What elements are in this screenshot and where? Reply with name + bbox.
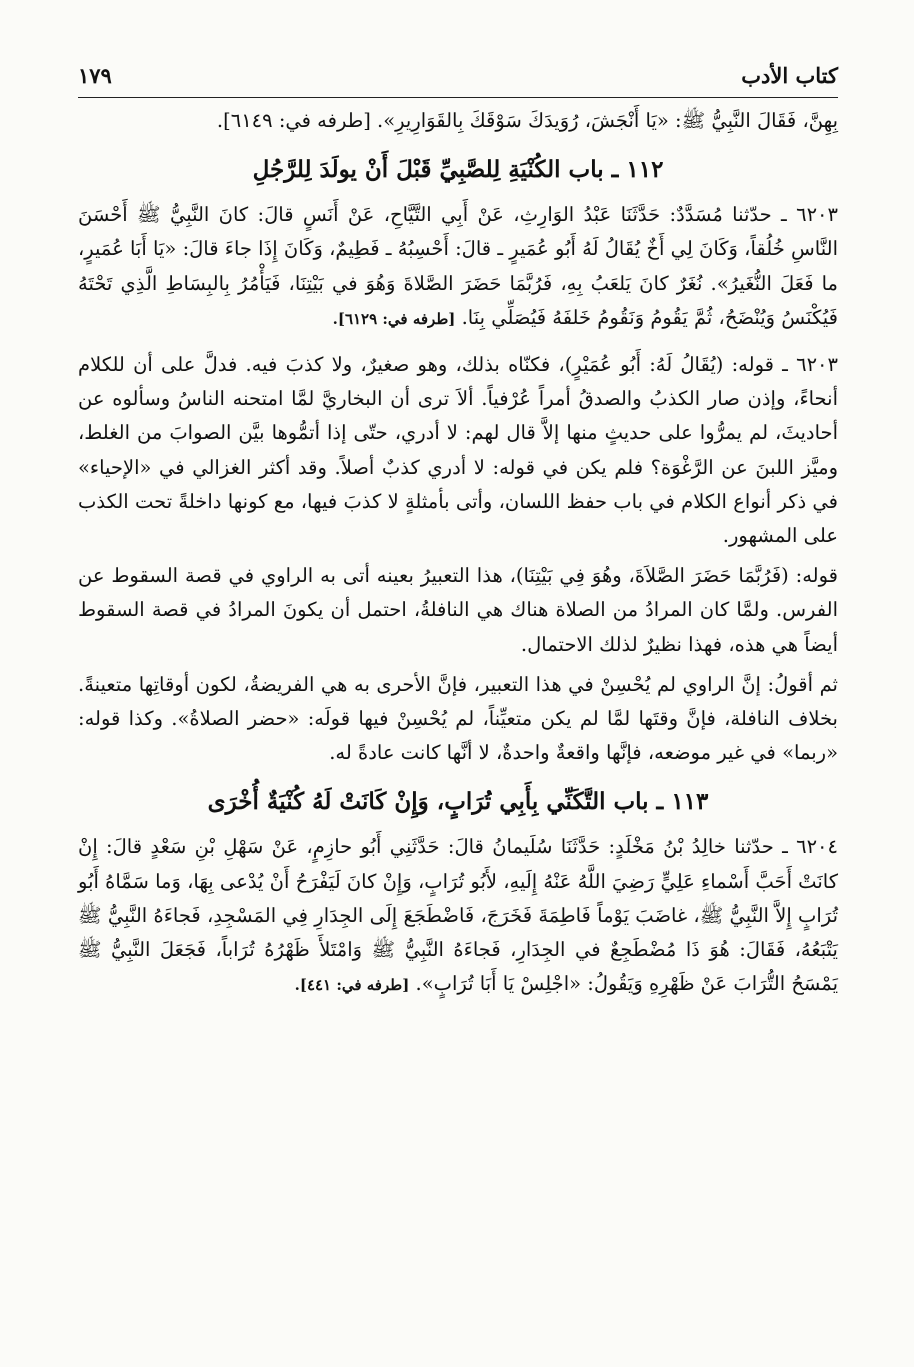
intro-paragraph: بِهِنَّ، فَقَالَ النَّبِيُّ ﷺ: «يَا أَنْجَشَ، رُوَيدَكَ سَوْقَكَ بِالقَوَارِيرِ». [طرفه في: ٦١٤٩].: [216, 109, 838, 132]
commentary-paragraph: قوله: (فَرُبَّمَا حَضَرَ الصَّلاَةَ، وهُوَ فِي بَيْتِنَا)، هذا التعبيرُ بعينه أتى به الراوي في قصة السقوط عن الفرس. ولمَّا كان المرادُ من الصلاة هناك هي النافلةُ، احتمل أن يكونَ المرادُ في قصة السقوط أيضاً هي هذه، فهذا نظيرٌ لذلك الاحتمال.: [78, 564, 838, 656]
commentary-paragraph: ثم أقولُ: إنَّ الراوي لم يُحْسِنْ في هذا التعبير، فإنَّ الأحرى به هي الفريضةُ، لكون أوقاتِها متعينةً. بخلاف النافلة، فإنَّ وقتَها لمَّا لم يكن متعيِّناً، لم يُحْسِنْ فيها قولَه: «حضر الصلاةُ». وكذا قوله: «ربما» في غير موضعه، فإنَّها واقعةٌ واحدةٌ، لا أنَّها كانت عادةً له.: [78, 672, 838, 765]
hadith-6204-text: ٦٢٠٤ ـ حدّثنا خالِدُ بْنُ مَخْلَدٍ: حَدَّثَنَا سُلَيمانُ قالَ: حَدَّثَنِي أَبُو حازِمٍ، عَنْ سَهْلِ بْنِ سَعْدٍ قالَ: إِنْ كانَتْ أَحَبَّ أَسْماءِ عَلِيٍّ رَضِيَ اللَّهُ عَنْهُ إِلَيهِ، لأَبُو تُرَابٍ، وَإِنْ كانَ لَيَفْرَحُ أَنْ يُدْعى بِهَا، وَما سَمَّاهُ أَبُو تُرَابٍ إِلاَّ النَّبِيُّ ﷺ، غاضَبَ يَوْماً فَاطِمَةَ فَخَرَجَ، فَاضْطَجَعَ إِلَى الجِدَارِ فِي المَسْجِدِ، فَجاءَهُ النَّبِيُّ ﷺ يَتْبَعُهُ، فَقَالَ: هُوَ ذَا مُضْطَجِعٌ في الجِدَارِ، فَجاءَهُ النَّبِيُّ ﷺ وَامْتَلأَ ظَهْرُهُ تُرَاباً، فَجَعَلَ النَّبِيُّ ﷺ يَمْسَحُ التُّرَابَ عَنْ ظَهْرِهِ وَيَقُولُ: «اجْلِسْ يَا أَبَا تُرَابٍ».: [78, 835, 838, 996]
chapter-heading-113: ١١٣ ـ باب التَّكَنِّي بِأَبِي تُرَابٍ، وَإِنْ كَانَتْ لَهُ كُنْيَةٌ أُخْرَى: [207, 788, 709, 816]
hadith-6203-text: ٦٢٠٣ ـ حدّثنا مُسَدَّدٌ: حَدَّثَنَا عَبْدُ الوَارِثِ، عَنْ أَبِي التَّيَّاحِ، عَنْ أَنَسٍ قالَ: كانَ النَّبِيُّ ﷺ أَحْسَنَ النَّاسِ خُلُقاً، وَكَانَ لِي أَخٌ يُقَالُ لَهُ أَبُو عُمَيرٍ ـ قالَ: أَحْسِبُهُ ـ فَطِيمٌ، وَكَانَ إِذَا جاءَ قالَ: «يَا أَبَا عُمَيرٍ، ما فَعَلَ النُّغَيرُ». نُغَرٌ كانَ يَلعَبُ بِهِ، فَرُبَّمَا حَضَرَ الصَّلاةَ وَهُوَ في بَيْتِنَا، فَيَأْمُرُ بِالبِسَاطِ الَّذِي تَحْتَهُ فَيُكْنَسُ وَيُنْضَحُ، ثُمَّ يَقُومُ وَنَقُومُ خَلفَهُ فَيُصَلِّي بِنَا.: [78, 203, 838, 329]
running-header: [78, 58, 838, 88]
header-rule: [78, 97, 838, 98]
book-title: كتاب الأدب: [741, 63, 838, 88]
hadith-6203-reference: [طرفه في: ٦١٢٩].: [332, 309, 456, 328]
commentary-paragraph: ٦٢٠٣ ـ قوله: (يُقَالُ لَهُ: أَبُو عُمَيْرٍ)، فكنّاه بذلك، وهو صغيرٌ، ولا كذبَ فيه. فدلَّ على أن للكلام أنحاءً، وإذن صار الكذبُ والصدقُ أمراً عُرْفياً. ألاَ ترى أن البخاريَّ لمَّا امتحنه الناسُ وسألوه عن أحاديثَ، لم يمرُّوا على حديثٍ منها إلاَّ قال لهم: لا أدري، حتّى إذا أتمُّوها بيَّن الصوابَ من الغلط، وميَّز اللبنَ عن الرَّغْوَة؟ فلم يكن في قوله: لا أدري كذبٌ أصلاً. وقد أكثر الغزالي في «الإحياء» في ذكر أنواع الكلام في باب حفظ اللسان، وأتى بأمثلةٍ لا كذبَ فيها، مع كونها داخلةً تحت الكذب على المشهور.: [78, 353, 838, 548]
page-number: ١٧٩: [78, 63, 112, 88]
page-body: [78, 104, 838, 1002]
chapter-heading-112: ١١٢ ـ باب الكُنْيَةِ لِلصَّبِيِّ قَبْلَ أَنْ يولَدَ لِلرَّجُلِ: [252, 156, 664, 184]
hadith-6204: [78, 830, 838, 1002]
hadith-6203: [78, 198, 838, 336]
spacer: [78, 336, 838, 348]
hadith-6204-reference: [طرفه في: ٤٤١].: [294, 976, 410, 995]
